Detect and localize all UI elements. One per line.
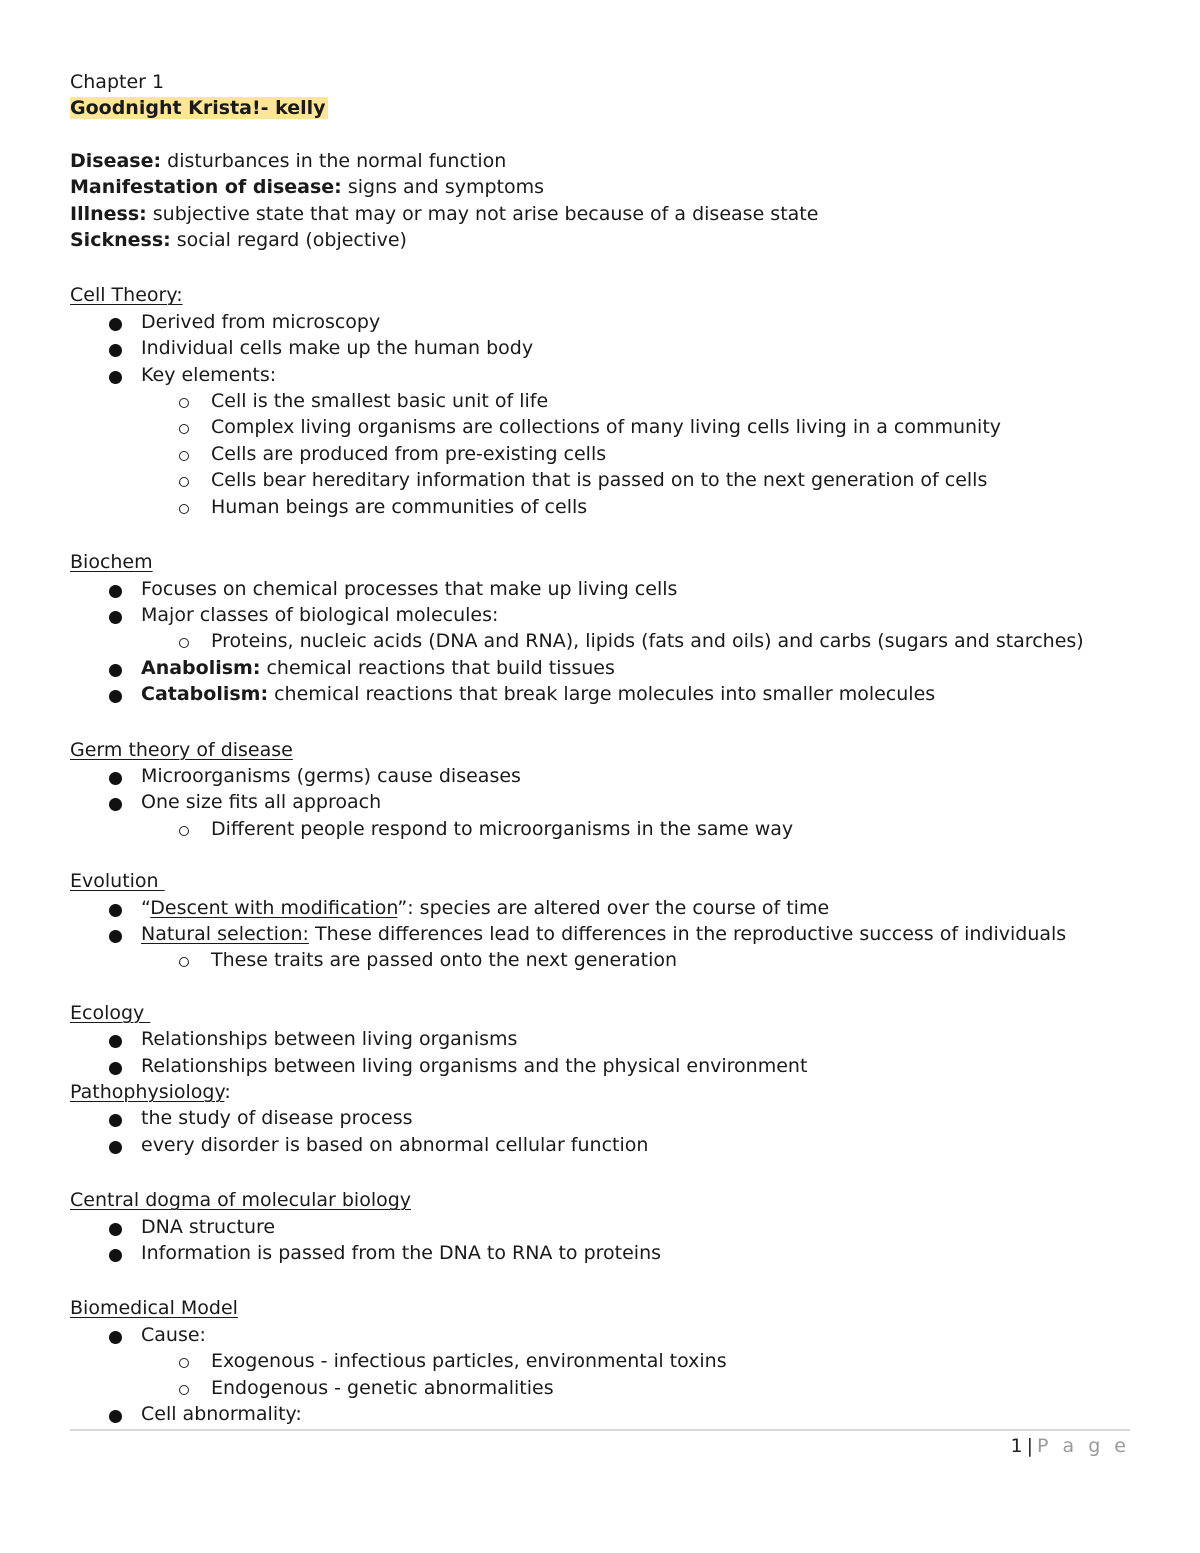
circle-bullet-icon bbox=[179, 1358, 189, 1368]
section-heading-ecology: Ecology bbox=[70, 1001, 151, 1024]
sub-list-item: Human beings are communities of cells bbox=[70, 494, 1130, 520]
list-item: Anabolism: chemical reactions that build tissues bbox=[70, 655, 1130, 681]
list-item: Individual cells make up the human body bbox=[70, 335, 1130, 361]
evolution-list bbox=[70, 895, 1130, 974]
circle-bullet-icon bbox=[179, 1385, 189, 1395]
sub-list-item: Cells bear hereditary information that is passed on to the next generation of cells bbox=[70, 467, 1130, 493]
pathophysiology-list bbox=[70, 1105, 1130, 1158]
bullet-icon bbox=[109, 798, 122, 811]
list-item: Catabolism: chemical reactions that break large molecules into smaller molecules bbox=[70, 681, 1130, 707]
list-item: Information is passed from the DNA to RNA to proteins bbox=[70, 1240, 1130, 1266]
bullet-icon bbox=[109, 1114, 122, 1127]
definition-sickness: Sickness: social regard (objective) bbox=[70, 229, 407, 252]
germ-theory-list bbox=[70, 763, 1130, 842]
section-heading-biomedical-model: Biomedical Model bbox=[70, 1297, 238, 1320]
circle-bullet-icon bbox=[179, 504, 189, 514]
footer-divider bbox=[70, 1429, 1130, 1431]
document-page bbox=[70, 69, 1130, 1427]
sub-list-item: These traits are passed onto the next generation bbox=[70, 947, 1130, 973]
highlighted-note: Goodnight Krista!- kelly bbox=[70, 97, 326, 120]
definition-disease: Disease: disturbances in the normal function bbox=[70, 149, 507, 172]
circle-bullet-icon bbox=[179, 451, 189, 461]
definition-illness: Illness: subjective state that may or may not arise because of a disease state bbox=[70, 202, 819, 225]
page-label: P a g e bbox=[1037, 1435, 1130, 1457]
cell-theory-list bbox=[70, 309, 1130, 520]
ecology-list bbox=[70, 1026, 1130, 1079]
sub-list-item: Exogenous - infectious particles, environmental toxins bbox=[70, 1348, 1130, 1374]
bullet-icon bbox=[109, 772, 122, 785]
list-item: Microorganisms (germs) cause diseases bbox=[70, 763, 1130, 789]
page-number: 1 bbox=[1010, 1435, 1023, 1457]
circle-bullet-icon bbox=[179, 424, 189, 434]
definition-manifestation: Manifestation of disease: signs and symptoms bbox=[70, 176, 545, 199]
list-item: Natural selection: These differences lead to differences in the reproductive success of individuals bbox=[70, 921, 1130, 947]
bullet-icon bbox=[109, 1410, 122, 1423]
bullet-icon bbox=[109, 664, 122, 677]
circle-bullet-icon bbox=[179, 398, 189, 408]
list-item: Cause: bbox=[70, 1322, 1130, 1348]
chapter-title: Chapter 1 bbox=[70, 71, 165, 93]
biochem-list bbox=[70, 576, 1130, 708]
sub-list-item: Cells are produced from pre-existing cells bbox=[70, 441, 1130, 467]
sub-list-item: Endogenous - genetic abnormalities bbox=[70, 1375, 1130, 1401]
bullet-icon bbox=[109, 1035, 122, 1048]
bullet-icon bbox=[109, 611, 122, 624]
bullet-icon bbox=[109, 318, 122, 331]
section-heading-pathophysiology: Pathophysiology: bbox=[70, 1081, 231, 1103]
list-item: Relationships between living organisms bbox=[70, 1026, 1130, 1052]
sub-list-item: Cell is the smallest basic unit of life bbox=[70, 388, 1130, 414]
list-item: Derived from microscopy bbox=[70, 309, 1130, 335]
sub-list-item: Complex living organisms are collections of many living cells living in a community bbox=[70, 414, 1130, 440]
section-heading-central-dogma: Central dogma of molecular biology bbox=[70, 1189, 412, 1212]
list-item: Focuses on chemical processes that make up living cells bbox=[70, 576, 1130, 602]
circle-bullet-icon bbox=[179, 957, 189, 967]
list-item: Major classes of biological molecules: bbox=[70, 602, 1130, 628]
circle-bullet-icon bbox=[179, 638, 189, 648]
bullet-icon bbox=[109, 585, 122, 598]
circle-bullet-icon bbox=[179, 826, 189, 836]
footer-separator: | bbox=[1026, 1435, 1034, 1457]
list-item: every disorder is based on abnormal cellular function bbox=[70, 1132, 1130, 1158]
bullet-icon bbox=[109, 371, 122, 384]
sub-list-item: Different people respond to microorganisms in the same way bbox=[70, 816, 1130, 842]
bullet-icon bbox=[109, 1331, 122, 1344]
bullet-icon bbox=[109, 904, 122, 917]
section-heading-cell-theory: Cell Theory: bbox=[70, 284, 183, 307]
section-heading-evolution: Evolution bbox=[70, 870, 165, 893]
bullet-icon bbox=[109, 344, 122, 357]
bullet-icon bbox=[109, 1062, 122, 1075]
list-item: “Descent with modification”: species are altered over the course of time bbox=[70, 895, 1130, 921]
list-item: the study of disease process bbox=[70, 1105, 1130, 1131]
list-item: Key elements: bbox=[70, 362, 1130, 388]
biomedical-model-list bbox=[70, 1322, 1130, 1428]
list-item: One size fits all approach bbox=[70, 789, 1130, 815]
sub-list-item: Proteins, nucleic acids (DNA and RNA), lipids (fats and oils) and carbs (sugars and starches) bbox=[70, 628, 1130, 654]
section-heading-biochem: Biochem bbox=[70, 551, 153, 574]
bullet-icon bbox=[109, 1223, 122, 1236]
circle-bullet-icon bbox=[179, 477, 189, 487]
list-item: Relationships between living organisms and the physical environment bbox=[70, 1053, 1130, 1079]
bullet-icon bbox=[109, 930, 122, 943]
page-footer bbox=[1011, 1433, 1130, 1459]
bullet-icon bbox=[109, 1249, 122, 1262]
section-heading-germ-theory: Germ theory of disease bbox=[70, 738, 293, 761]
central-dogma-list bbox=[70, 1214, 1130, 1267]
bullet-icon bbox=[109, 690, 122, 703]
list-item: DNA structure bbox=[70, 1214, 1130, 1240]
list-item: Cell abnormality: bbox=[70, 1401, 1130, 1427]
bullet-icon bbox=[109, 1141, 122, 1154]
